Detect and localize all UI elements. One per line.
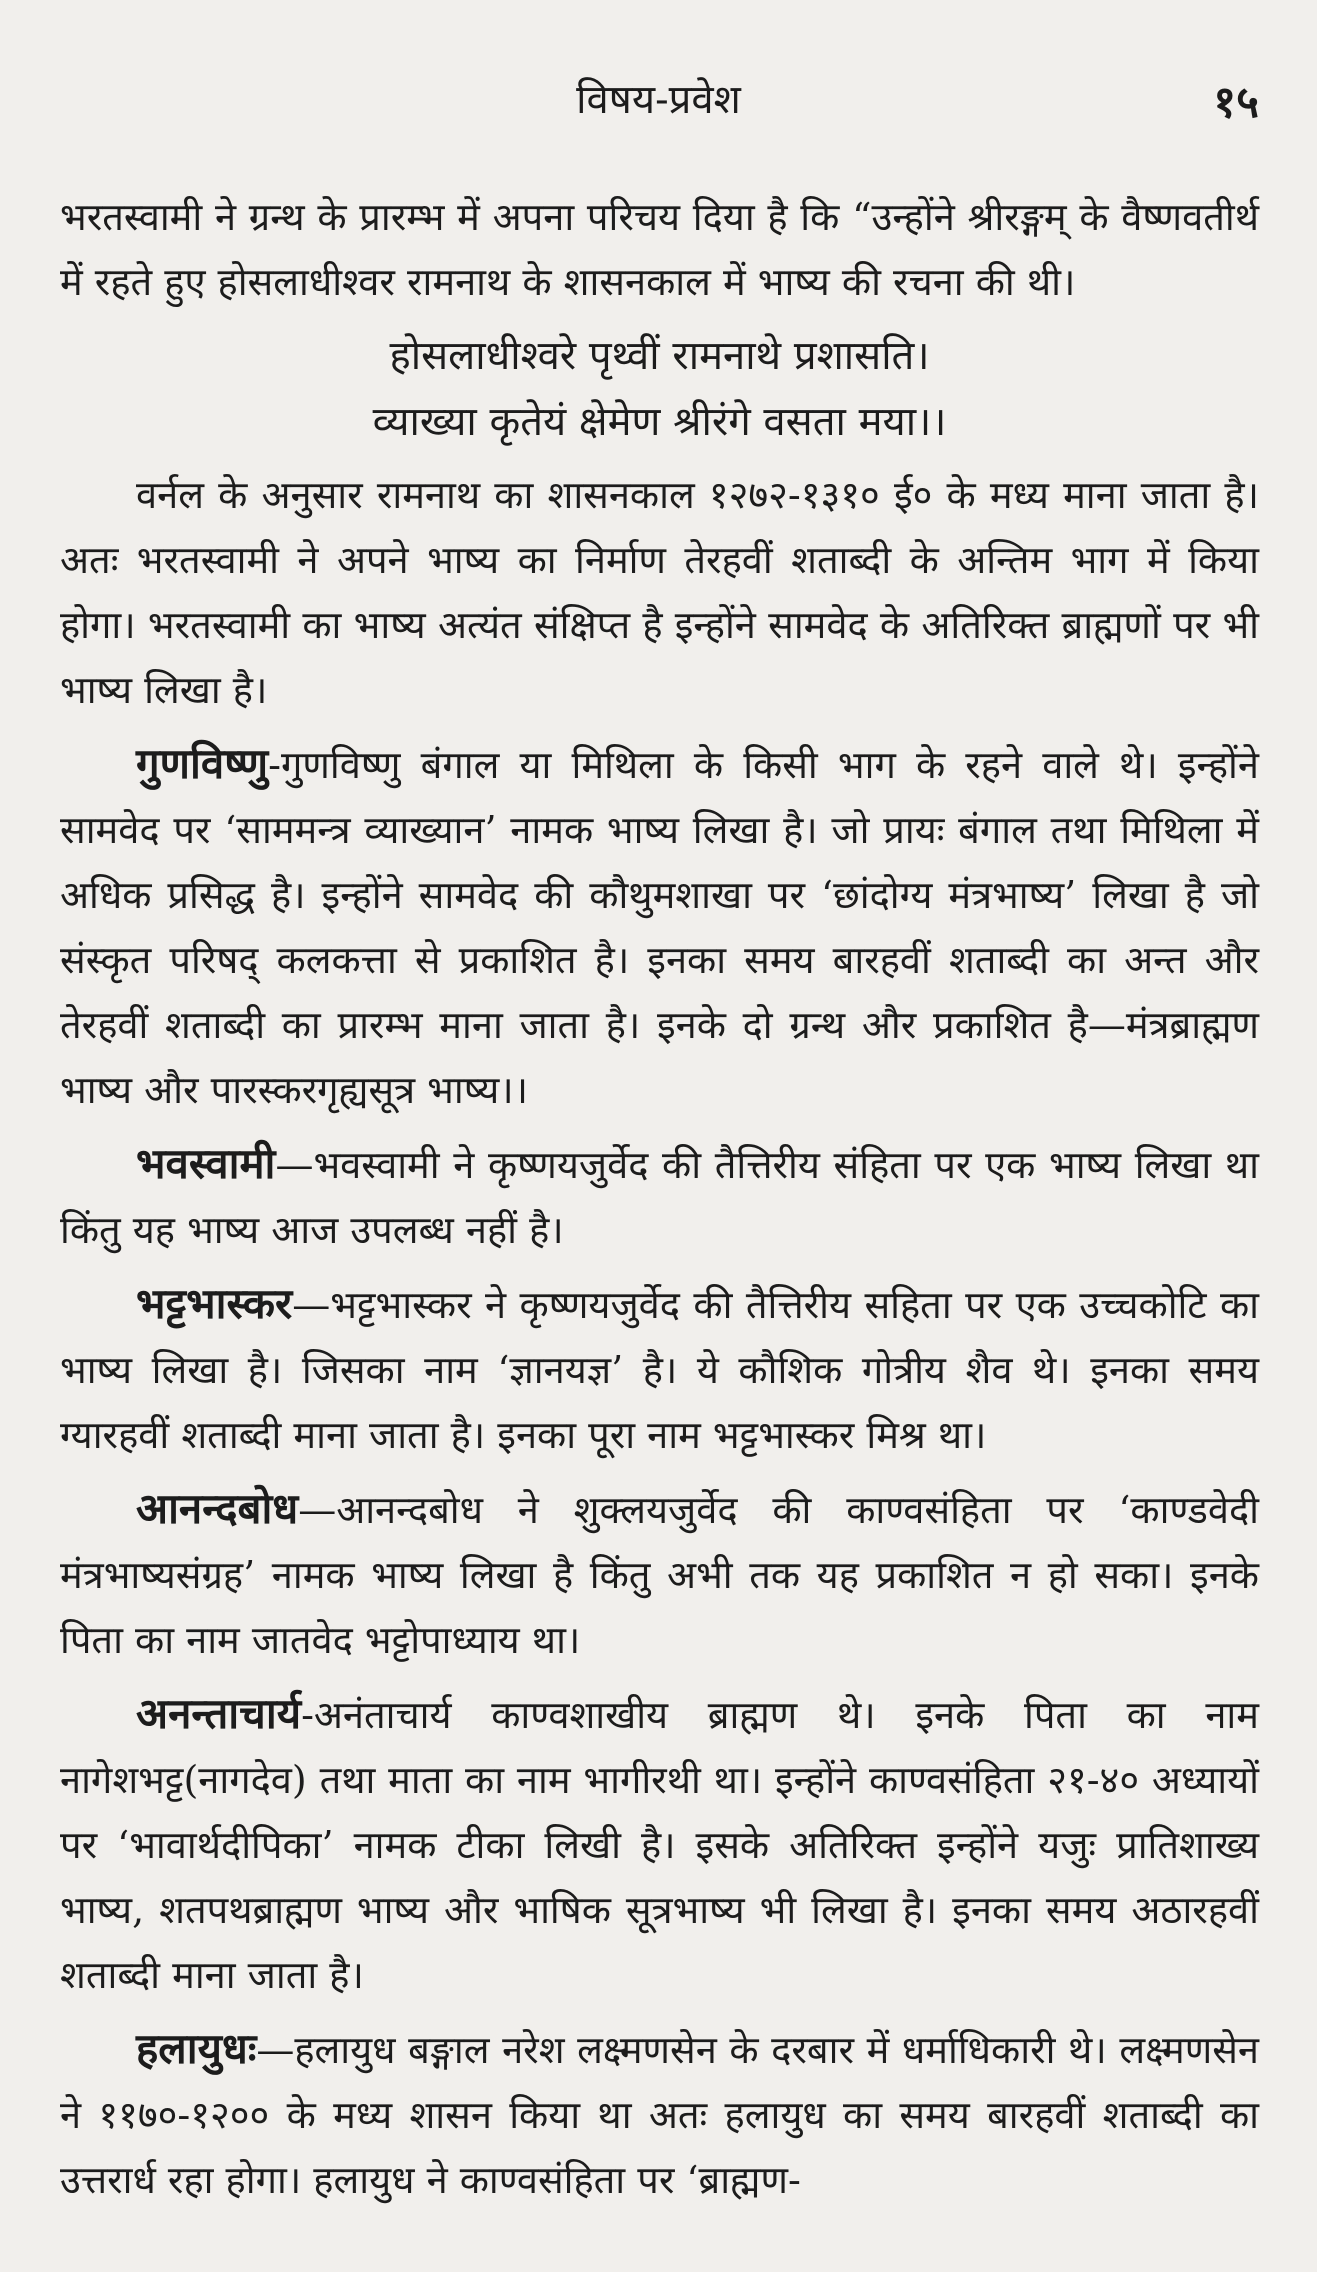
running-title: विषय-प्रवेश bbox=[576, 77, 741, 123]
paragraph-bhattabhaskar bbox=[60, 1271, 1259, 1468]
entry-text-anandabodha: —आनन्दबोध ने शुक्लयजुर्वेद की काण्वसंहिता पर ‘काण्डवेदी मंत्रभाष्यसंग्रह’ नामक भाष्य लिखा है किंतु अभी तक यह प्रकाशित न हो सका। इनके पिता का नाम जातवेद भट्टोपाध्याय था। bbox=[60, 1488, 1259, 1662]
paragraph-halayudha bbox=[60, 2016, 1259, 2213]
entry-text-bhattabhaskar: —भट्टभास्कर ने कृष्णयजुर्वेद की तैत्तिरीय सहिता पर एक उच्चकोटि का भाष्य लिखा है। जिसका नाम ‘ज्ञानयज्ञ’ है। ये कौशिक गोत्रीय शैव थे। इनका समय ग्यारहवीं शताब्दी माना जाता है। इनका पूरा नाम भट्टभास्कर मिश्र था। bbox=[60, 1283, 1259, 1457]
entry-text-bhavaswami: —भवस्वामी ने कृष्णयजुर्वेद की तैत्तिरीय संहिता पर एक भाष्य लिखा था किंतु यह भाष्य आज उपलब्ध नहीं है। bbox=[60, 1143, 1259, 1252]
entry-text-halayudha: —हलायुध बङ्गाल नरेश लक्ष्मणसेन के दरबार में धर्माधिकारी थे। लक्ष्मणसेन ने ११७०-१२०० के मध्य शासन किया था अतः हलायुध का समय बारहवीं शताब्दी का उत्तरार्ध रहा होगा। हलायुध ने काण्वसंहिता पर ‘ब्राह्मण- bbox=[60, 2028, 1259, 2202]
entry-heading-gunavishnu: गुणविष्णु bbox=[136, 739, 269, 788]
paragraph-burnell: वर्नल के अनुसार रामनाथ का शासनकाल १२७२-१३१० ई० के मध्य माना जाता है। अतः भरतस्वामी ने अपने भाष्य का निर्माण तेरहवीं शताब्दी के अन्तिम भाग में किया होगा। भरतस्वामी का भाष्य अत्यंत संक्षिप्त है इन्होंने सामवेद के अतिरिक्त ब्राह्मणों पर भी भाष्य लिखा है। bbox=[60, 473, 1259, 712]
paragraph-gunavishnu bbox=[60, 731, 1259, 1123]
sanskrit-verse bbox=[60, 323, 1259, 455]
page-number: १५ bbox=[1213, 77, 1259, 128]
paragraph-bharatswami-intro: भरतस्वामी ने ग्रन्थ के प्रारम्भ में अपना परिचय दिया है कि “उन्होंने श्रीरङ्गम् के वैष्णवतीर्थ में रहते हुए होसलाधीश्वर रामनाथ के शासनकाल में भाष्य की रचना की थी। bbox=[60, 195, 1259, 304]
paragraph-anantacharya bbox=[60, 1681, 1259, 2008]
entry-heading-bhattabhaskar: भट्टभास्कर bbox=[136, 1279, 293, 1328]
entry-text-anantacharya: -अनंताचार्य काण्वशाखीय ब्राह्मण थे। इनके पिता का नाम नागेशभट्ट(नागदेव) तथा माता का नाम भागीरथी था। इन्होंने काण्वसंहिता २१-४० अध्यायों पर ‘भावार्थदीपिका’ नामक टीका लिखी है। इसके अतिरिक्त इन्होंने यजुः प्रातिशाख्य भाष्य, शतपथब्राह्मण भाष्य और भाषिक सूत्रभाष्य भी लिखा है। इनका समय अठारहवीं शताब्दी माना जाता है। bbox=[60, 1693, 1259, 1997]
entry-heading-anandabodha: आनन्दबोध bbox=[136, 1484, 299, 1533]
page-body bbox=[60, 185, 1259, 2221]
paragraph-anandabodha bbox=[60, 1476, 1259, 1673]
entry-heading-halayudha: हलायुधः bbox=[136, 2024, 257, 2073]
entry-heading-anantacharya: अनन्ताचार्य bbox=[136, 1689, 302, 1738]
entry-heading-bhavaswami: भवस्वामी bbox=[136, 1139, 276, 1188]
paragraph-bhavaswami bbox=[60, 1131, 1259, 1263]
entry-text-gunavishnu: -गुणविष्णु बंगाल या मिथिला के किसी भाग के रहने वाले थे। इन्होंने सामवेद पर ‘साममन्त्र व्याख्यान’ नामक भाष्य लिखा है। जो प्रायः बंगाल तथा मिथिला में अधिक प्रसिद्ध है। इन्होंने सामवेद की कौथुमशाखा पर ‘छांदोग्य मंत्रभाष्य’ लिखा है जो संस्कृत परिषद् कलकत्ता से प्रकाशित है। इनका समय बारहवीं शताब्दी का अन्त और तेरहवीं शताब्दी का प्रारम्भ माना जाता है। इनके दो ग्रन्थ और प्रकाशित है—मंत्रब्राह्मण भाष्य और पारस्करगृह्यसूत्र भाष्य।। bbox=[60, 743, 1259, 1112]
verse-line-2: व्याख्या कृतेयं क्षेमेण श्रीरंगे वसता मया।। bbox=[372, 399, 947, 445]
verse-line-1: होसलाधीश्वरे पृथ्वीं रामनाथे प्रशासति। bbox=[389, 333, 930, 379]
